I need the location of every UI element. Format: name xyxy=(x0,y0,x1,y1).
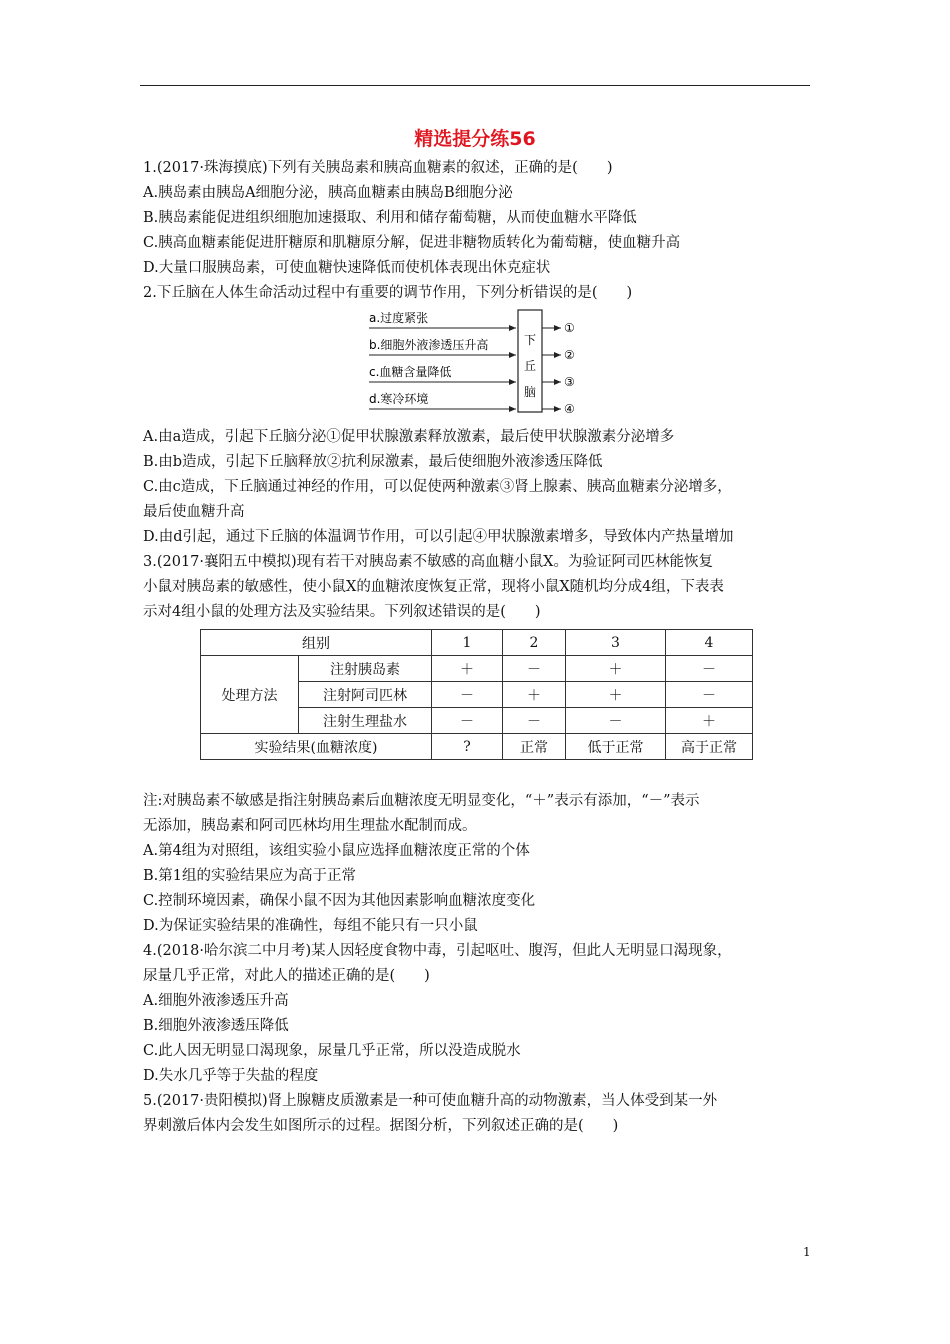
table-cell: 低于正常 xyxy=(566,734,666,760)
table-cell: ＋ xyxy=(666,708,753,734)
output-label-3: ③ xyxy=(564,375,575,389)
q1-option-c: C.胰高血糖素能促进肝糖原和肌糖原分解，促进非糖物质转化为葡萄糖，使血糖升高 xyxy=(143,235,681,251)
q1-option-b: B.胰岛素能促进组织细胞加速摄取、利用和储存葡萄糖，从而使血糖水平降低 xyxy=(143,210,637,226)
q3-note: 无添加，胰岛素和阿司匹林均用生理盐水配制而成。 xyxy=(143,818,477,834)
q3-option-a: A.第4组为对照组，该组实验小鼠应选择血糖浓度正常的个体 xyxy=(143,843,530,859)
table-cell: ＋ xyxy=(566,656,666,682)
group-label-cell: 处理方法 xyxy=(201,656,299,734)
q1-stem: 1.(2017·珠海摸底)下列有关胰岛素和胰高血糖素的叙述，正确的是( ) xyxy=(143,160,613,176)
input-label-c: c.血糖含量降低 xyxy=(369,365,452,379)
table-header-cell: 1 xyxy=(432,630,503,656)
table-header-cell: 3 xyxy=(566,630,666,656)
q4-option-d: D.失水几乎等于失盐的程度 xyxy=(143,1068,319,1084)
q3-option-b: B.第1组的实验结果应为高于正常 xyxy=(143,868,356,884)
table-header-cell: 组别 xyxy=(201,630,432,656)
q4-option-a: A.细胞外液渗透压升高 xyxy=(143,993,289,1009)
table-header-cell: 2 xyxy=(503,630,566,656)
output-label-2: ② xyxy=(564,348,575,362)
table-cell: ＋ xyxy=(503,682,566,708)
experiment-table xyxy=(200,629,753,760)
center-char: 下 xyxy=(523,333,537,347)
q5-stem: 界刺激后体内会发生如图所示的过程。据图分析，下列叙述正确的是( ) xyxy=(143,1118,619,1134)
row-label-cell: 注射生理盐水 xyxy=(299,708,432,734)
q2-option-a: A.由a造成，引起下丘脑分泌①促甲状腺激素释放激素，最后使甲状腺激素分泌增多 xyxy=(143,429,675,445)
q4-option-c: C.此人因无明显口渴现象，尿量几乎正常，所以没造成脱水 xyxy=(143,1043,521,1059)
table-cell: ? xyxy=(432,734,503,760)
table-cell: ＋ xyxy=(432,656,503,682)
q3-note: 注:对胰岛素不敏感是指注射胰岛素后血糖浓度无明显变化，“＋”表示有添加，“－”表示 xyxy=(143,793,700,809)
table-row xyxy=(201,656,753,682)
page-title: 精选提分练56 xyxy=(414,128,536,150)
table-header-cell: 4 xyxy=(666,630,753,656)
q4-stem: 尿量几乎正常，对此人的描述正确的是( ) xyxy=(143,968,430,984)
center-char: 丘 xyxy=(523,359,537,373)
table-cell: － xyxy=(666,656,753,682)
q4-stem: 4.(2018·哈尔滨二中月考)某人因轻度食物中毒，引起呕吐、腹泻，但此人无明显口渴现象， xyxy=(143,943,732,959)
table-cell: － xyxy=(666,682,753,708)
page-number: 1 xyxy=(803,1245,811,1259)
q3-stem: 3.(2017·襄阳五中模拟)现有若干对胰岛素不敏感的高血糖小鼠X。为验证阿司匹林能恢复 xyxy=(143,554,713,570)
output-label-4: ④ xyxy=(564,402,575,416)
center-char: 脑 xyxy=(523,385,537,399)
table-cell: － xyxy=(566,708,666,734)
table-result-row xyxy=(201,734,753,760)
input-label-a: a.过度紧张 xyxy=(369,311,429,325)
q4-option-b: B.细胞外液渗透压降低 xyxy=(143,1018,289,1034)
row-label-cell: 注射胰岛素 xyxy=(299,656,432,682)
q2-option-b: B.由b造成，引起下丘脑释放②抗利尿激素，最后使细胞外液渗透压降低 xyxy=(143,454,603,470)
q2-option-d: D.由d引起，通过下丘脑的体温调节作用，可以引起④甲状腺激素增多，导致体内产热量增加 xyxy=(143,529,734,545)
table-header-row xyxy=(201,630,753,656)
table-cell: ＋ xyxy=(566,682,666,708)
input-label-b: b.细胞外液渗透压升高 xyxy=(369,338,489,352)
table-cell: － xyxy=(503,656,566,682)
q1-option-a: A.胰岛素由胰岛A细胞分泌，胰高血糖素由胰岛B细胞分泌 xyxy=(143,185,513,201)
q2-option-c-cont: 最后使血糖升高 xyxy=(143,504,245,520)
q5-stem: 5.(2017·贵阳模拟)肾上腺糖皮质激素是一种可使血糖升高的动物激素，当人体受到某一外 xyxy=(143,1093,718,1109)
header-rule xyxy=(140,85,810,86)
table-cell: 高于正常 xyxy=(666,734,753,760)
hypothalamus-diagram xyxy=(365,308,595,420)
table-cell: － xyxy=(432,708,503,734)
input-label-d: d.寒冷环境 xyxy=(369,392,429,406)
q1-option-d: D.大量口服胰岛素，可使血糖快速降低而使机体表现出休克症状 xyxy=(143,260,551,276)
q3-option-c: C.控制环境因素，确保小鼠不因为其他因素影响血糖浓度变化 xyxy=(143,893,536,909)
q3-stem: 示对4组小鼠的处理方法及实验结果。下列叙述错误的是( ) xyxy=(143,604,541,620)
table-cell: － xyxy=(432,682,503,708)
result-label-cell: 实验结果(血糖浓度) xyxy=(201,734,432,760)
q3-option-d: D.为保证实验结果的准确性，每组不能只有一只小鼠 xyxy=(143,918,478,934)
table-cell: － xyxy=(503,708,566,734)
table-cell: 正常 xyxy=(503,734,566,760)
q2-stem: 2.下丘脑在人体生命活动过程中有重要的调节作用，下列分析错误的是( ) xyxy=(143,285,633,301)
row-label-cell: 注射阿司匹林 xyxy=(299,682,432,708)
q2-option-c: C.由c造成，下丘脑通过神经的作用，可以促使两种激素③肾上腺素、胰高血糖素分泌增多， xyxy=(143,479,732,495)
q3-stem: 小鼠对胰岛素的敏感性，使小鼠X的血糖浓度恢复正常，现将小鼠X随机均分成4组，下表表 xyxy=(143,579,724,595)
output-label-1: ① xyxy=(564,321,575,335)
